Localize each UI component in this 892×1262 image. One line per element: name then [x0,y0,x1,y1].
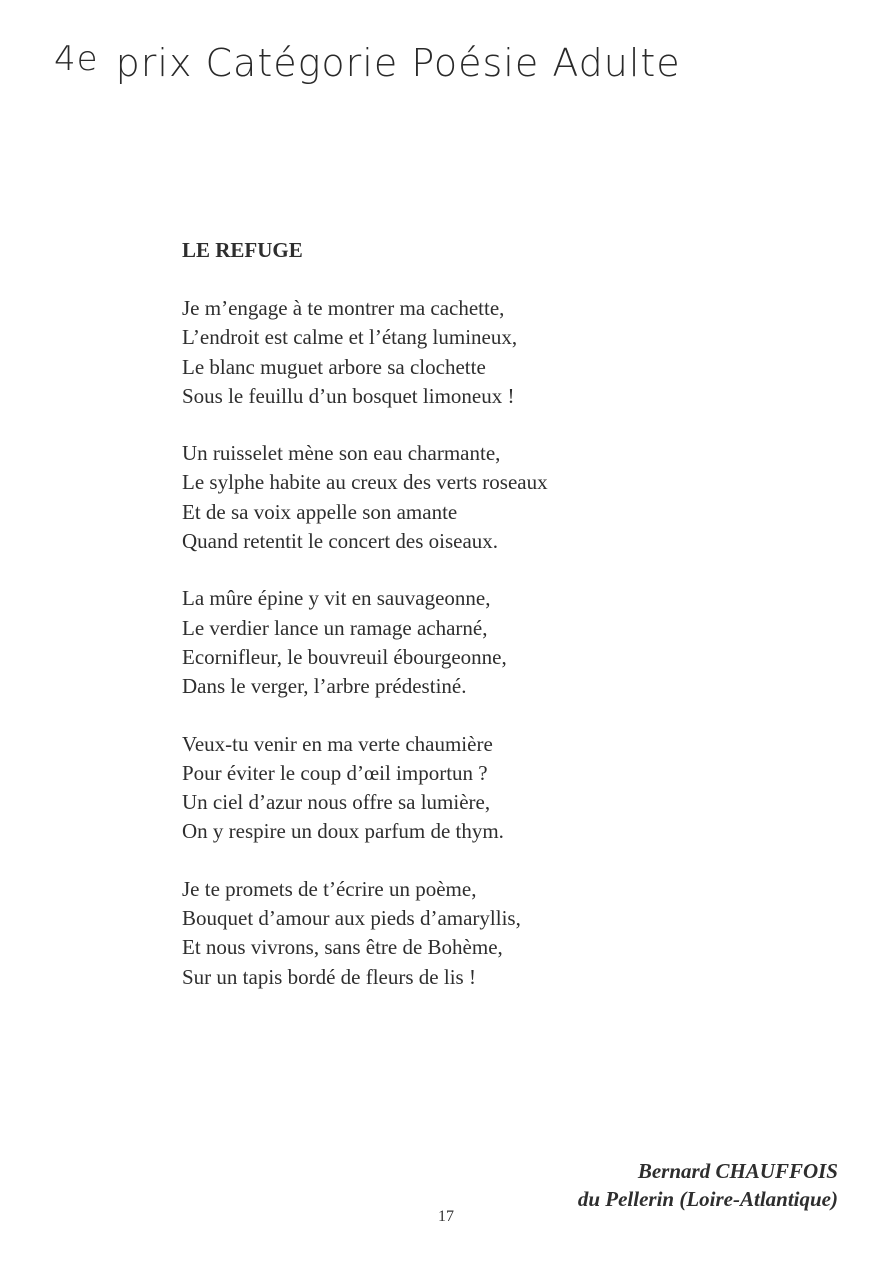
page-heading [54,39,681,85]
poem-line: L’endroit est calme et l’étang lumineux, [182,325,518,350]
stanza-4 [182,730,548,847]
poem-line: Et nous vivrons, sans être de Bohème, [182,935,503,960]
stanza-2 [182,439,548,556]
poem-line: Sous le feuillu d’un bosquet limoneux ! [182,383,515,408]
stanza-1 [182,294,548,411]
page-number: 17 [438,1208,454,1225]
prize-rank: 4e [54,39,99,79]
poem-line: Je m’engage à te montrer ma cachette, [182,296,505,320]
poem-line: Veux-tu venir en ma verte chaumière [182,731,493,756]
author-name: Bernard CHAUFFOIS [637,1159,838,1183]
poem-title: LE REFUGE [182,238,303,262]
poem-line: On y respire un doux parfum de thym. [182,819,504,844]
poem-line: Un ciel d’azur nous offre sa lumière, [182,790,491,815]
poem-line: Sur un tapis bordé de fleurs de lis ! [182,964,476,989]
poem-line: Pour éviter le coup d’œil importun ? [182,760,488,785]
poem [182,236,548,992]
author-signature [578,1157,838,1213]
poem-line: Le sylphe habite au creux des verts roseaux [182,470,548,495]
poem-line: Je te promets de t’écrire un poème, [182,876,477,901]
poem-line: Le blanc muguet arbore sa clochette [182,354,486,379]
stanza-5 [182,875,548,992]
poem-line: Ecornifleur, le bouvreuil ébourgeonne, [182,644,507,669]
poem-line: Bouquet d’amour aux pieds d’amaryllis, [182,906,521,931]
poem-line: Dans le verger, l’arbre prédestiné. [182,674,467,699]
stanza-3 [182,584,548,701]
author-location: du Pellerin (Loire-Atlantique) [577,1187,838,1211]
prize-category: prix Catégorie Poésie Adulte [115,41,681,85]
poem-line: Et de sa voix appelle son amante [182,499,458,524]
poem-line: La mûre épine y vit en sauvageonne, [182,586,491,611]
poem-line: Le verdier lance un ramage acharné, [182,615,488,640]
poem-line: Quand retentit le concert des oiseaux. [182,529,499,554]
poem-line: Un ruisselet mène son eau charmante, [182,441,501,466]
